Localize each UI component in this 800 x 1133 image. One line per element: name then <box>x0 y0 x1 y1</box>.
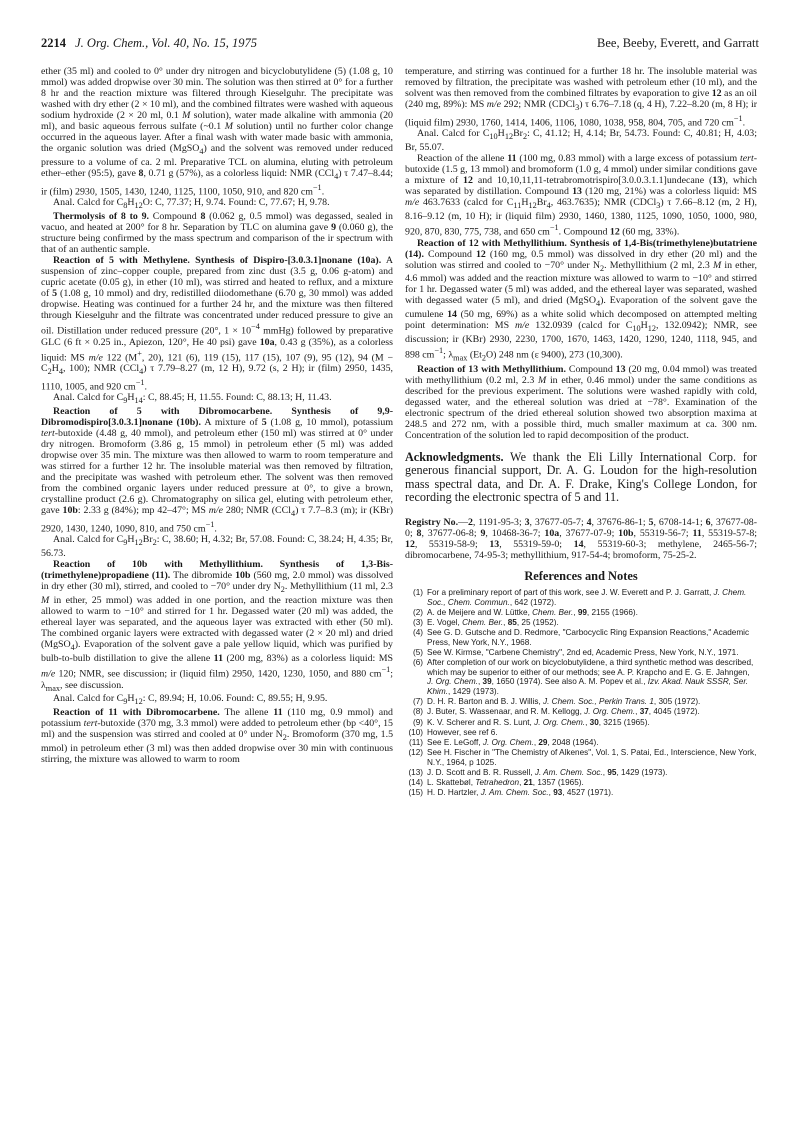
paragraph: Reaction of 10b with Methyllithium. Synthesis of 1,3-Bis-(trimethylene)propadiene (11). The dibromide 10b (560 mg, 2.0 mmol) was dissolved in dry ether (30 ml), stirred, and cooled to −70° under dry $N_2$. Methyllithium (11 ml, 2.3 M in ether, 25 mmol) was added in one portion, and the reaction mixture was then allowed to warm to −10° and stirred for 1 hr. Degassed water (20 ml) was added, the ethereal layer was separated, and the aqueous layer was extracted with ether (50 ml). The combined organic layers were extracted with degassed water (2 × 20 ml) and dried (MgSO$_4$). Evaporation of the solvent gave a pale yellow liquid, which was purified by bulb-to-bulb distillation to give the allene 11 (200 mg, 83%) as a colorless liquid: MS m/e 120; NMR, see discussion; ir (liquid film) 2950, 1420, 1230, 1050, and 880 $cm^{-1}$; $\lambda_{max}$, see discussion. <box>41 559 394 693</box>
reference-item <box>405 788 757 798</box>
reference-number: (2) <box>412 607 423 617</box>
reference-text: J. Buter, S. Wassenaar, and R. M. Kellogg, J. Org. Chem., 37, 4045 (1972). <box>427 707 700 717</box>
reference-number: (12) <box>408 748 423 758</box>
acknowledgments <box>405 451 757 505</box>
reference-text: However, see ref 6. <box>427 727 498 737</box>
reference-text: J. D. Scott and B. R. Russell, J. Am. Chem. Soc., 95, 1429 (1973). <box>427 767 668 777</box>
reference-item <box>405 768 757 778</box>
paragraph: Reaction of the allene 11 (100 mg, 0.83 mmol) with a large excess of potassium tert-butoxide (1.5 g, 13 mmol) and bromoform (1.0 g, 4 mmol) under similar conditions gave a mixture of 12 and 10,10,11,11-tetrabromotrispiro[3.0.0.3.1.1]undecane (13), which was separated by distillation. Compound 13 (120 mg, 21%) was a colorless liquid: MS m/e 463.7633 (calcd for $C_{11}H_{12}Br_4$, 463.7635); NMR (CDCl$_3$) τ 7.66–8.12 (m, 2 H), 8.16–9.12 (m, 10 H); ir (liquid film) 2930, 1460, 1380, 1125, 1090, 1050, 1000, 980, 920, 870, 830, 775, 738, and 650 $cm^{-1}$. Compound 12 (60 mg, 33%). <box>405 153 757 238</box>
paragraph: Anal. Calcd for $C_9H_{14}$: C, 88.45; H, 11.55. Found: C, 88.13; H, 11.43. <box>53 392 332 406</box>
registry-numbers: Registry No.—2, 1191-95-3; 3, 37677-05-7; 4, 37676-86-1; 5, 6708-14-1; 6, 37677-08-0; 8, 37677-06-8; 9, 10468-36-7; 10a, 37677-07-9; 10b, 55319-56-7; 11, 55319-57-8; 12, 55319-58-9; 13, 55319-59-0; 14, 55319-60-3; methylene, 2465-56-7; dibromocarbene, 74-95-3; methyllithium, 917-54-4; bromoform, 75-25-2. <box>405 517 758 562</box>
paragraph: Reaction of 13 with Methyllithium. Compound 13 (20 mg, 0.04 mmol) was treated with methyllithium (0.2 ml, 2.3 M in ether, 0.46 mmol) under the same conditions as described for the previous experiment. The solutions were washed rapidly with cold, degassed water, and the ethereal solution was dried at −78°. Examination of the electronic spectrum of the dried ethereal solution showed two absorption maxima at 248.5 and 272 nm, with a possible third, much smaller maximum at ca. 300 nm. Concentration of the solution led to rapid decomposition of the product. <box>405 363 757 441</box>
reference-number: (7) <box>412 697 423 707</box>
reference-item <box>405 738 757 748</box>
reference-number: (10) <box>408 727 423 737</box>
reference-text: K. V. Scherer and R. S. Lunt, J. Org. Chem., 30, 3215 (1965). <box>427 717 650 727</box>
reference-number: (4) <box>412 628 423 638</box>
header-authors: Bee, Beeby, Everett, and Garratt <box>597 36 759 50</box>
reference-number: (1) <box>412 588 423 598</box>
reference-text: E. Vogel, Chem. Ber., 85, 25 (1952). <box>427 618 559 628</box>
acknowledgments-text: We thank the Eli Lilly International Corp. for generous financial support, Dr. A. G. Loudon for the high-resolution mass spectral data, and Dr. A. F. Drake, King's College London, for recording the electronic spectra of 5 and 11. <box>405 449 757 505</box>
reference-text: See W. Kirmse, "Carbene Chemistry", 2nd ed, Academic Press, New York, N.Y., 1971. <box>427 647 739 657</box>
reference-text: After completion of our work on bicyclobutylidene, a third synthetic method was described, which may be superior to either of our methods; see A. P. Krapcho and E. G. E. Jahngen, J. Org. Chem., 39, 1650 (1974). See also A. M. Popev et al., Izv. Akad. Nauk SSSR, Ser. Khim., 1429 (1973). <box>427 658 754 696</box>
references-title: References and Notes <box>524 569 638 584</box>
paragraph: Anal. Calcd for $C_9H_{12}Br_2$: C, 38.60; H, 4.32; Br, 57.08. Found: C, 38.24; H, 4.35; Br, 56.73. <box>41 534 393 560</box>
reference-item <box>405 588 757 607</box>
reference-item <box>405 778 757 788</box>
reference-item <box>405 648 757 658</box>
paragraph: Reaction of 5 with Methylene. Synthesis of Dispiro-[3.0.3.1]nonane (10a). A suspension of zinc–copper couple, prepared from zinc dust (3.5 g, 0.06 g-atom) and cupric acetate (0.05 g), in ether (10 ml), was stirred and heated to reflux, and a mixture of 5 (1.08 g, 10 mmol) and dry, redistilled diiodomethane (6.70 g, 30 mmol) was added dropwise. Heating was continued for a further 24 hr, and the mixture was then filtered through Kieselguhr and the filtrate was concentrated under reduced pressure to give an oil. Distillation under reduced pressure (20°, $1 \times 10^{-4}$ mmHg) followed by preparative GLC (6 ft × 0.25 in., Apiezon, 120°, He 40 psi) gave 10a, 0.43 g (35%), as a colorless liquid: MS m/e 122 (M+, 20), 121 (6), 119 (15), 117 (15), 107 (9), 95 (12), 94 ($M - C_2H_4$, 100); NMR (CCl$_4$) τ 7.79–8.27 (m, 12 H), 9.72 (s, 2 H); ir (film) 2950, 1435, 1110, 1005, and 920 $cm^{-1}$. <box>41 255 394 393</box>
reference-text: H. D. Hartzler, J. Am. Chem. Soc., 93, 4527 (1971). <box>427 788 614 798</box>
paragraph: ether (35 ml) and cooled to 0° under dry nitrogen and bicyclobutylidene (5) (1.08 g, 10 mmol) was added dropwise over 30 min. The solution was then stirred at 0° for a further 8 hr and the reaction mixture was filtered through Kieselguhr. The precipitate was washed with dry ether (2 × 10 ml), and the combined filtrates were washed with aqueous sodium hydroxide (2 × 20 ml, 0.1 M solution), water made alkaline with ammonia (20 ml), and basic aqueous ferrous sulfate (~0.1 M solution) until no further color change occurred in the aqueous layer. After a final wash with water made basic with ammonia, the organic solution was dried (MgSO$_4$) and the solvent was removed under reduced pressure to a volume of ca. 2 ml. Preparative TCL on alumina, eluting with petroleum ether–ether (95:5), gave 8, 0.71 g (57%), as a colorless liquid: NMR (CCl$_4$) τ 7.47–8.44; ir (film) 2930, 1505, 1430, 1240, 1125, 1100, 1050, 910, and 820 $cm^{-1}$. <box>41 66 393 198</box>
paragraph: Anal. Calcd for $C_{10}H_{12}Br_2$: C, 41.12; H, 4.14; Br, 54.73. Found: C, 40.81; H, 4.03; Br, 55.07. <box>405 128 757 154</box>
reference-number: (3) <box>412 618 423 628</box>
reference-text: See E. LeGoff, J. Org. Chem., 29, 2048 (1964). <box>427 737 599 747</box>
reference-number: (13) <box>408 767 423 777</box>
reference-text: For a preliminary report of part of this work, see J. W. Everett and P. J. Garratt, J. Chem. Soc., Chem. Commun., 642 (1972). <box>427 588 747 607</box>
reference-number: (9) <box>412 717 423 727</box>
reference-item <box>405 608 757 618</box>
reference-number: (14) <box>408 778 423 788</box>
paragraph: Anal. Calcd for $C_9H_{12}$: C, 89.94; H, 10.06. Found: C, 89.55; H, 9.95. <box>53 693 328 707</box>
reference-item <box>405 718 757 728</box>
reference-number: (8) <box>412 707 423 717</box>
paragraph: Reaction of 12 with Methyllithium. Synthesis of 1,4-Bis(trimethylene)butatriene (14). Compound 12 (160 mg, 0.5 mmol) was dissolved in dry ether (20 ml) and the solution was stirred and cooled to −70° under $N_2$. Methyllithium (2 ml, 2.3 M in ether, 4.6 mmol) was added and the reaction mixture was allowed to warm to −10° and stirred for 1 hr. Degassed water (5 ml) was added, and the ethereal layer was separated, washed with degassed water (5 ml), and dried (MgSO$_4$). Evaporation of the solvent gave the cumulene 14 (50 mg, 69%) as a white solid which decomposed on attempted melting point determination: MS m/e 132.0939 (calcd for $C_{10}H_{12}$, 132.0942); NMR, see discussion; ir (KBr) 2930, 2230, 1700, 1670, 1463, 1420, 1290, 1240, 1118, 945, and 898 $cm^{-1}$; $\lambda_{max}$ $(Et_2O)$ 248 nm (ε 9400), 273 (10,300). <box>405 237 758 363</box>
reference-item <box>405 697 757 707</box>
paragraph: Anal. Calcd for $C_8H_{12}O$: C, 77.37; H, 9.74. Found: C, 77.67; H, 9.78. <box>53 197 330 211</box>
page-number: 2214 <box>41 36 66 50</box>
reference-item <box>405 748 757 767</box>
page-header <box>41 36 759 58</box>
paragraph: Reaction of 5 with Dibromocarbene. Synthesis of 9,9-Dibromodispiro[3.0.3.1]nonane (10b). A mixture of 5 (1.08 g, 10 mmol), potassium tert-butoxide (4.48 g, 40 mmol), and petroleum ether (150 ml) was stirred at 0° under dry nitrogen. Bromoform (3.86 g, 15 mmol) in petroleum ether (5 ml) was added dropwise over 35 min. The mixture was then allowed to warm to room temperature and was stirred for a further 12 hr. The insoluble material was then removed by filtration, and the precipitate was washed with petroleum ether. The solvent was then removed from the combined organic layers under reduced pressure at 0°, to give a brown, crystalline product (2.6 g). Chromatography on silica gel, eluting with petroleum ether, gave 10b: 2.33 g (84%); mp 42–47°; MS m/e 280; NMR (CCl$_4$) τ 7.7–8.3 (m); ir (KBr) 2920, 1430, 1240, 1090, 810, and 750 $cm^{-1}$. <box>41 406 394 535</box>
reference-text: D. H. R. Barton and B. J. Willis, J. Chem. Soc., Perkin Trans. 1, 305 (1972). <box>427 697 701 707</box>
reference-text: See H. Fischer in "The Chemistry of Alkenes", Vol. 1, S. Patai, Ed., Interscience, New York, N.Y., 1964, p 1025. <box>427 748 757 767</box>
references-list <box>405 588 757 798</box>
reference-item <box>405 728 757 738</box>
right-column-paragraphs <box>405 66 757 441</box>
reference-item <box>405 628 757 647</box>
reference-number: (6) <box>412 658 423 668</box>
acknowledgments-heading: Acknowledgments. <box>405 449 504 464</box>
reference-item <box>405 707 757 717</box>
journal-citation: J. Org. Chem., Vol. 40, No. 15, 1975 <box>75 36 257 50</box>
paragraph: Reaction of 11 with Dibromocarbene. The allene 11 (110 mg, 0.9 mmol) and potassium tert-butoxide (370 mg, 3.3 mmol) were added to petroleum ether (bp <40°, 15 ml) and the suspension was stirred and cooled at 0° under $N_2$. Bromoform (370 mg, 1.5 mmol) in petroleum ether (3 ml) was then added dropwise over 30 min with continuous stirring, the mixture was allowed to warm to room <box>41 707 394 766</box>
reference-item <box>405 658 757 696</box>
reference-text: See G. D. Gutsche and D. Redmore, "Carbocyclic Ring Expansion Reactions," Academic Press, New York, N.Y., 1968. <box>427 628 750 647</box>
paragraph: Thermolysis of 8 to 9. Compound 8 (0.062 g, 0.5 mmol) was degassed, sealed in vacuo, and heated at 200° for 8 hr. Separation by TLC on alumina gave 9 (0.060 g), the structure being confirmed by the mass spectrum and comparison of the ir spectrum with that of an authentic sample. <box>41 211 393 256</box>
left-column <box>41 66 393 765</box>
reference-number: (15) <box>408 788 423 798</box>
paragraph: temperature, and stirring was continued for a further 18 hr. The insoluble material was removed by filtration, the precipitate was washed with petroleum ether (10 ml), and the solvent was then removed from the combined filtrates by evaporation to give 12 as an oil (240 mg, 89%): MS m/e 292; NMR (CDCl$_3$) τ 6.76–7.18 (q, 4 H), 7.22–8.20 (m, 8 H); ir (liquid film) 2930, 1760, 1414, 1406, 1106, 1080, 1038, 958, 804, 705, and 720 $cm^{-1}$. <box>405 66 757 129</box>
reference-number: (11) <box>409 737 423 747</box>
reference-item <box>405 618 757 628</box>
reference-text: L. Skattebøl, Tetrahedron, 21, 1357 (1965). <box>427 778 584 788</box>
right-column <box>405 66 757 798</box>
reference-number: (5) <box>412 647 423 657</box>
reference-text: A. de Meijere and W. Lüttke, Chem. Ber., 99, 2155 (1966). <box>427 607 638 617</box>
header-left <box>41 36 257 51</box>
